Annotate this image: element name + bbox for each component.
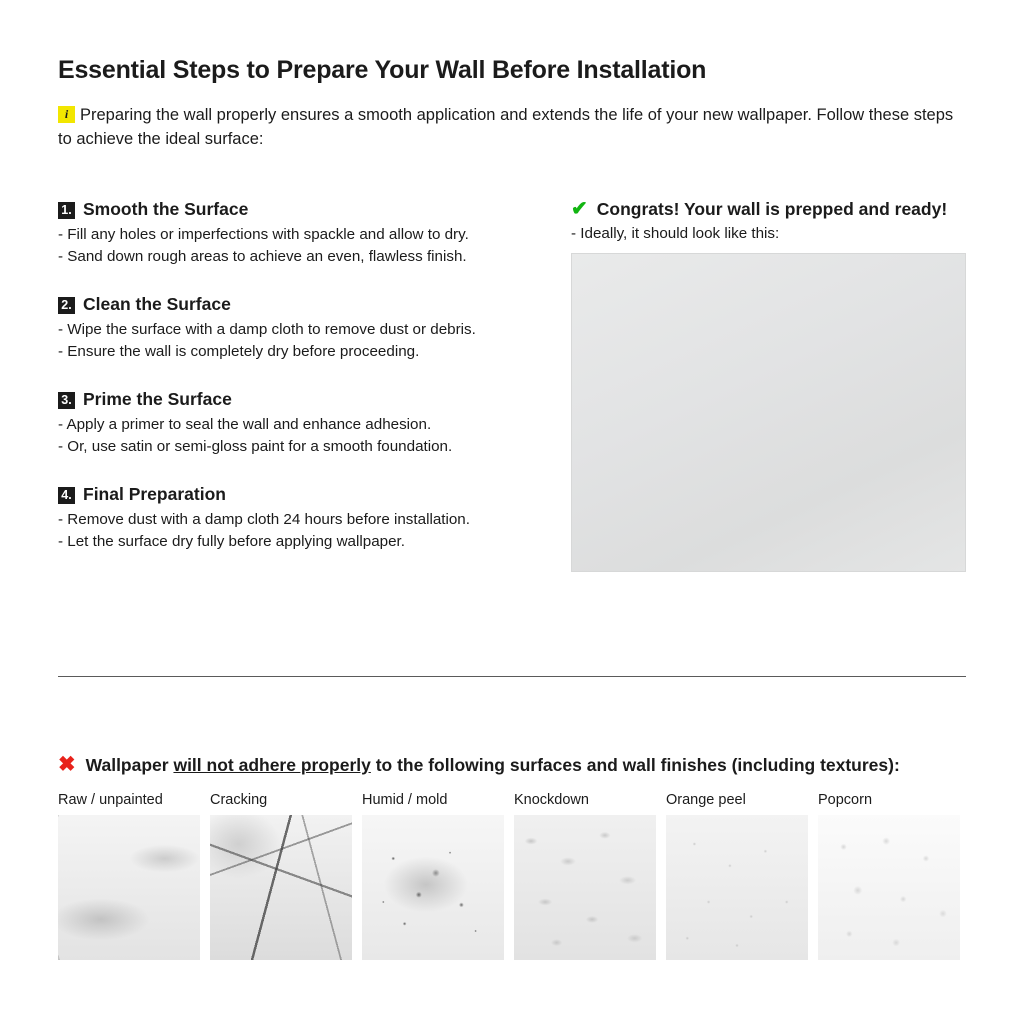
surface-label: Orange peel (666, 792, 746, 808)
surface-thumbnail (818, 792, 960, 960)
surface-label: Popcorn (818, 792, 873, 808)
warning-header (58, 755, 966, 776)
step-bullet: - Fill any holes or imperfections with spackle and allow to dry. (58, 226, 469, 243)
step-number-badge: 3. (58, 392, 75, 409)
surface-image-popcorn (818, 815, 960, 960)
step-bullet: - Let the surface dry fully before applying wallpaper. (58, 532, 405, 550)
surface-thumbnail (514, 792, 656, 960)
surface-label: Humid / mold (362, 792, 448, 808)
surface-label: Raw / unpainted (58, 792, 163, 808)
warning-text-underlined: will not adhere properly (173, 755, 371, 775)
step-title: Smooth the Surface (83, 199, 249, 219)
surface-label: Cracking (210, 792, 268, 808)
step-title: Prime the Surface (83, 389, 232, 409)
step-header (58, 389, 511, 410)
surface-thumbnail (362, 792, 504, 960)
step-number-badge: 2. (58, 297, 75, 314)
step-item (58, 484, 511, 552)
surface-image-cracking (210, 815, 352, 960)
surface-thumbnail (210, 792, 352, 960)
surface-image-humid-mold (362, 815, 504, 960)
surface-thumbnail (58, 792, 200, 960)
surface-thumbnail (666, 792, 808, 960)
warning-text-before: Wallpaper (85, 755, 174, 775)
step-bullet: - Wipe the surface with a damp cloth to remove dust or debris. (58, 321, 476, 338)
step-bullet: - Sand down rough areas to achieve an even, flawless finish. (58, 247, 467, 265)
step-title: Clean the Surface (83, 294, 231, 314)
check-icon: ✔ (571, 198, 588, 220)
intro-paragraph (58, 103, 966, 151)
step-header (58, 199, 511, 220)
ready-header (571, 199, 966, 220)
close-icon: ✖ (58, 753, 76, 776)
warning-text-after: to the following surfaces and wall finishes (including textures): (370, 755, 900, 775)
step-header (58, 484, 511, 505)
section-divider (58, 676, 966, 677)
warning-text (86, 755, 900, 776)
step-bullet: - Remove dust with a damp cloth 24 hours before installation. (58, 511, 470, 528)
content-columns (58, 199, 966, 579)
info-icon: i (58, 106, 75, 123)
step-item (58, 389, 511, 457)
surface-label: Knockdown (514, 792, 589, 808)
step-item (58, 199, 511, 267)
step-bullet: - Apply a primer to seal the wall and enhance adhesion. (58, 416, 432, 433)
surface-thumbnail-list (58, 792, 966, 960)
step-header (58, 294, 511, 315)
step-title: Final Preparation (83, 484, 226, 504)
ready-title: Congrats! Your wall is prepped and ready! (596, 199, 948, 219)
step-bullet: - Ensure the wall is completely dry before proceeding. (58, 342, 420, 360)
step-number-badge: 4. (58, 487, 75, 504)
ready-subtitle: - Ideally, it should look like this: (571, 225, 780, 242)
step-item (58, 294, 511, 362)
steps-column (58, 199, 511, 579)
page-title: Essential Steps to Prepare Your Wall Before Installation (58, 56, 707, 84)
step-bullet: - Or, use satin or semi-gloss paint for a smooth foundation. (58, 437, 453, 455)
surface-image-knockdown (514, 815, 656, 960)
step-number-badge: 1. (58, 202, 75, 219)
unsuitable-surfaces-section (58, 755, 966, 960)
surface-image-orange-peel (666, 815, 808, 960)
surface-image-raw-unpainted (58, 815, 200, 960)
ready-column (571, 199, 966, 579)
intro-text: Preparing the wall properly ensures a smooth application and extends the life of your new wallpaper. Follow these steps to achieve the ideal surface: (58, 106, 954, 148)
prepped-wall-image (571, 253, 966, 572)
